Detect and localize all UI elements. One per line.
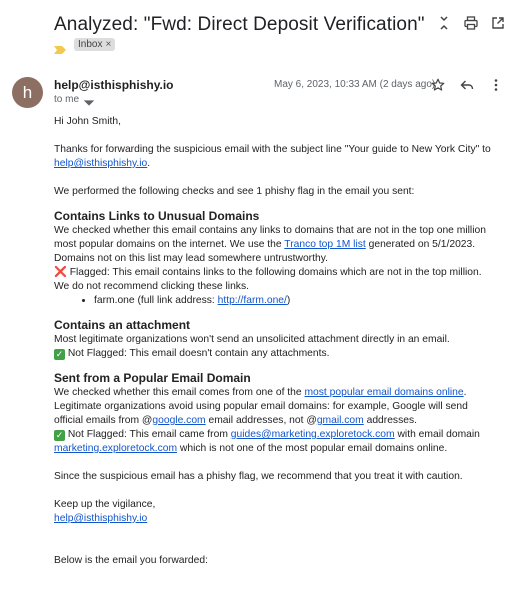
popular-domain-text: We checked whether this email comes from one of the (54, 387, 305, 398)
message-date: May 6, 2023, 10:33 AM (2 days ago) (274, 79, 436, 90)
signoff-email-link[interactable]: help@isthisphishy.io (54, 513, 148, 524)
header-actions (437, 16, 505, 30)
intro-text: Thanks for forwarding the suspicious email with the subject line "Your guide to New York City" to (54, 144, 491, 155)
intro-text-end: . (147, 158, 151, 169)
unusual-domains-text-2: generated on 5/1/2023. Domains not on this list may lead somewhere untrustworthy. (54, 239, 476, 264)
guides-email-link[interactable]: guides@marketing.exploretock.com (230, 429, 395, 440)
popular-result-text: Not Flagged: This email came from (65, 429, 231, 440)
check-icon: ✓ (55, 430, 64, 440)
unusual-domains-description (54, 224, 494, 266)
print-icon[interactable] (464, 16, 478, 30)
list-item (94, 294, 494, 308)
flagged-domains-list (94, 294, 494, 308)
section-title-unusual-domains: Contains Links to Unusual Domains (54, 209, 260, 223)
popular-domains-link[interactable]: most popular email domains online (304, 387, 464, 398)
collapse-icon[interactable] (437, 16, 451, 30)
intro-paragraph (54, 143, 494, 171)
domain-text-end: ) (286, 295, 291, 306)
star-icon[interactable] (431, 78, 445, 92)
sender-avatar[interactable]: h (12, 77, 43, 108)
attachment-description: Most legitimate organizations won't send an unsolicited attachment directly in an email. (54, 334, 450, 345)
conclusion: Since the suspicious email has a phishy flag, we recommend that you treat it with caution. (54, 471, 463, 482)
checks-summary: We performed the following checks and see 1 phishy flag in the email you sent: (54, 186, 415, 197)
sender-email[interactable]: help@isthisphishy.io (54, 78, 174, 92)
flagged-x-icon: ❌ (54, 267, 67, 278)
label-row (54, 38, 115, 51)
greeting: Hi John Smith, (54, 116, 121, 127)
signoff: Keep up the vigilance, (54, 499, 156, 510)
attachment-result-text: Not Flagged: This email doesn't contain any attachments. (65, 348, 330, 359)
unusual-domains-text: We checked whether this email contains any links to domains that are not in the top one million most popular domains on the internet. We use the (54, 225, 486, 250)
chevron-down-icon (82, 96, 90, 104)
popular-domain-description (54, 386, 494, 428)
recipient-text: to me (54, 94, 80, 105)
gmail-com-link[interactable]: gmail.com (316, 415, 364, 426)
importance-marker-icon[interactable] (54, 41, 66, 49)
exploretock-domain-link[interactable]: marketing.exploretock.com (54, 443, 178, 454)
popular-result-text-3: which is not one of the most popular email domains online. (177, 443, 448, 454)
domain-text: farm.one (full link address: (94, 295, 218, 306)
popular-domain-text-2: . Legitimate organizations avoid using popular email domains: for example, Google will send official emails from @ (54, 387, 468, 426)
message-actions (431, 78, 503, 92)
open-in-new-window-icon[interactable] (491, 16, 505, 30)
message-body (54, 115, 494, 568)
google-com-link[interactable]: google.com (152, 415, 206, 426)
remove-label-icon[interactable]: × (105, 39, 112, 50)
popular-domain-text-3: email addresses, not @ (205, 415, 317, 426)
popular-result-text-2: with email domain (394, 429, 480, 440)
farm-one-link[interactable]: http://farm.one/ (217, 295, 287, 306)
inbox-label-text: Inbox (78, 39, 103, 50)
attachment-result (54, 347, 494, 361)
check-icon: ✓ (55, 349, 64, 359)
intro-email-link[interactable]: help@isthisphishy.io (54, 158, 148, 169)
section-title-attachment: Contains an attachment (54, 318, 191, 332)
recipient-details-toggle[interactable] (54, 94, 90, 105)
section-title-popular-domain: Sent from a Popular Email Domain (54, 371, 251, 385)
flagged-text: Flagged: This email contains links to the following domains which are not in the top million. We do not recommend clicking these links. (54, 267, 482, 292)
email-subject: Analyzed: "Fwd: Direct Deposit Verification" (54, 14, 425, 35)
more-vert-icon[interactable] (489, 78, 503, 92)
unusual-domains-result (54, 266, 494, 294)
tranco-list-link[interactable]: Tranco top 1M list (284, 239, 366, 250)
inbox-label-chip[interactable] (74, 38, 115, 51)
popular-domain-text-4: addresses. (363, 415, 417, 426)
popular-domain-result (54, 428, 494, 456)
reply-icon[interactable] (460, 78, 474, 92)
forwarded-intro: Below is the email you forwarded: (54, 555, 208, 566)
